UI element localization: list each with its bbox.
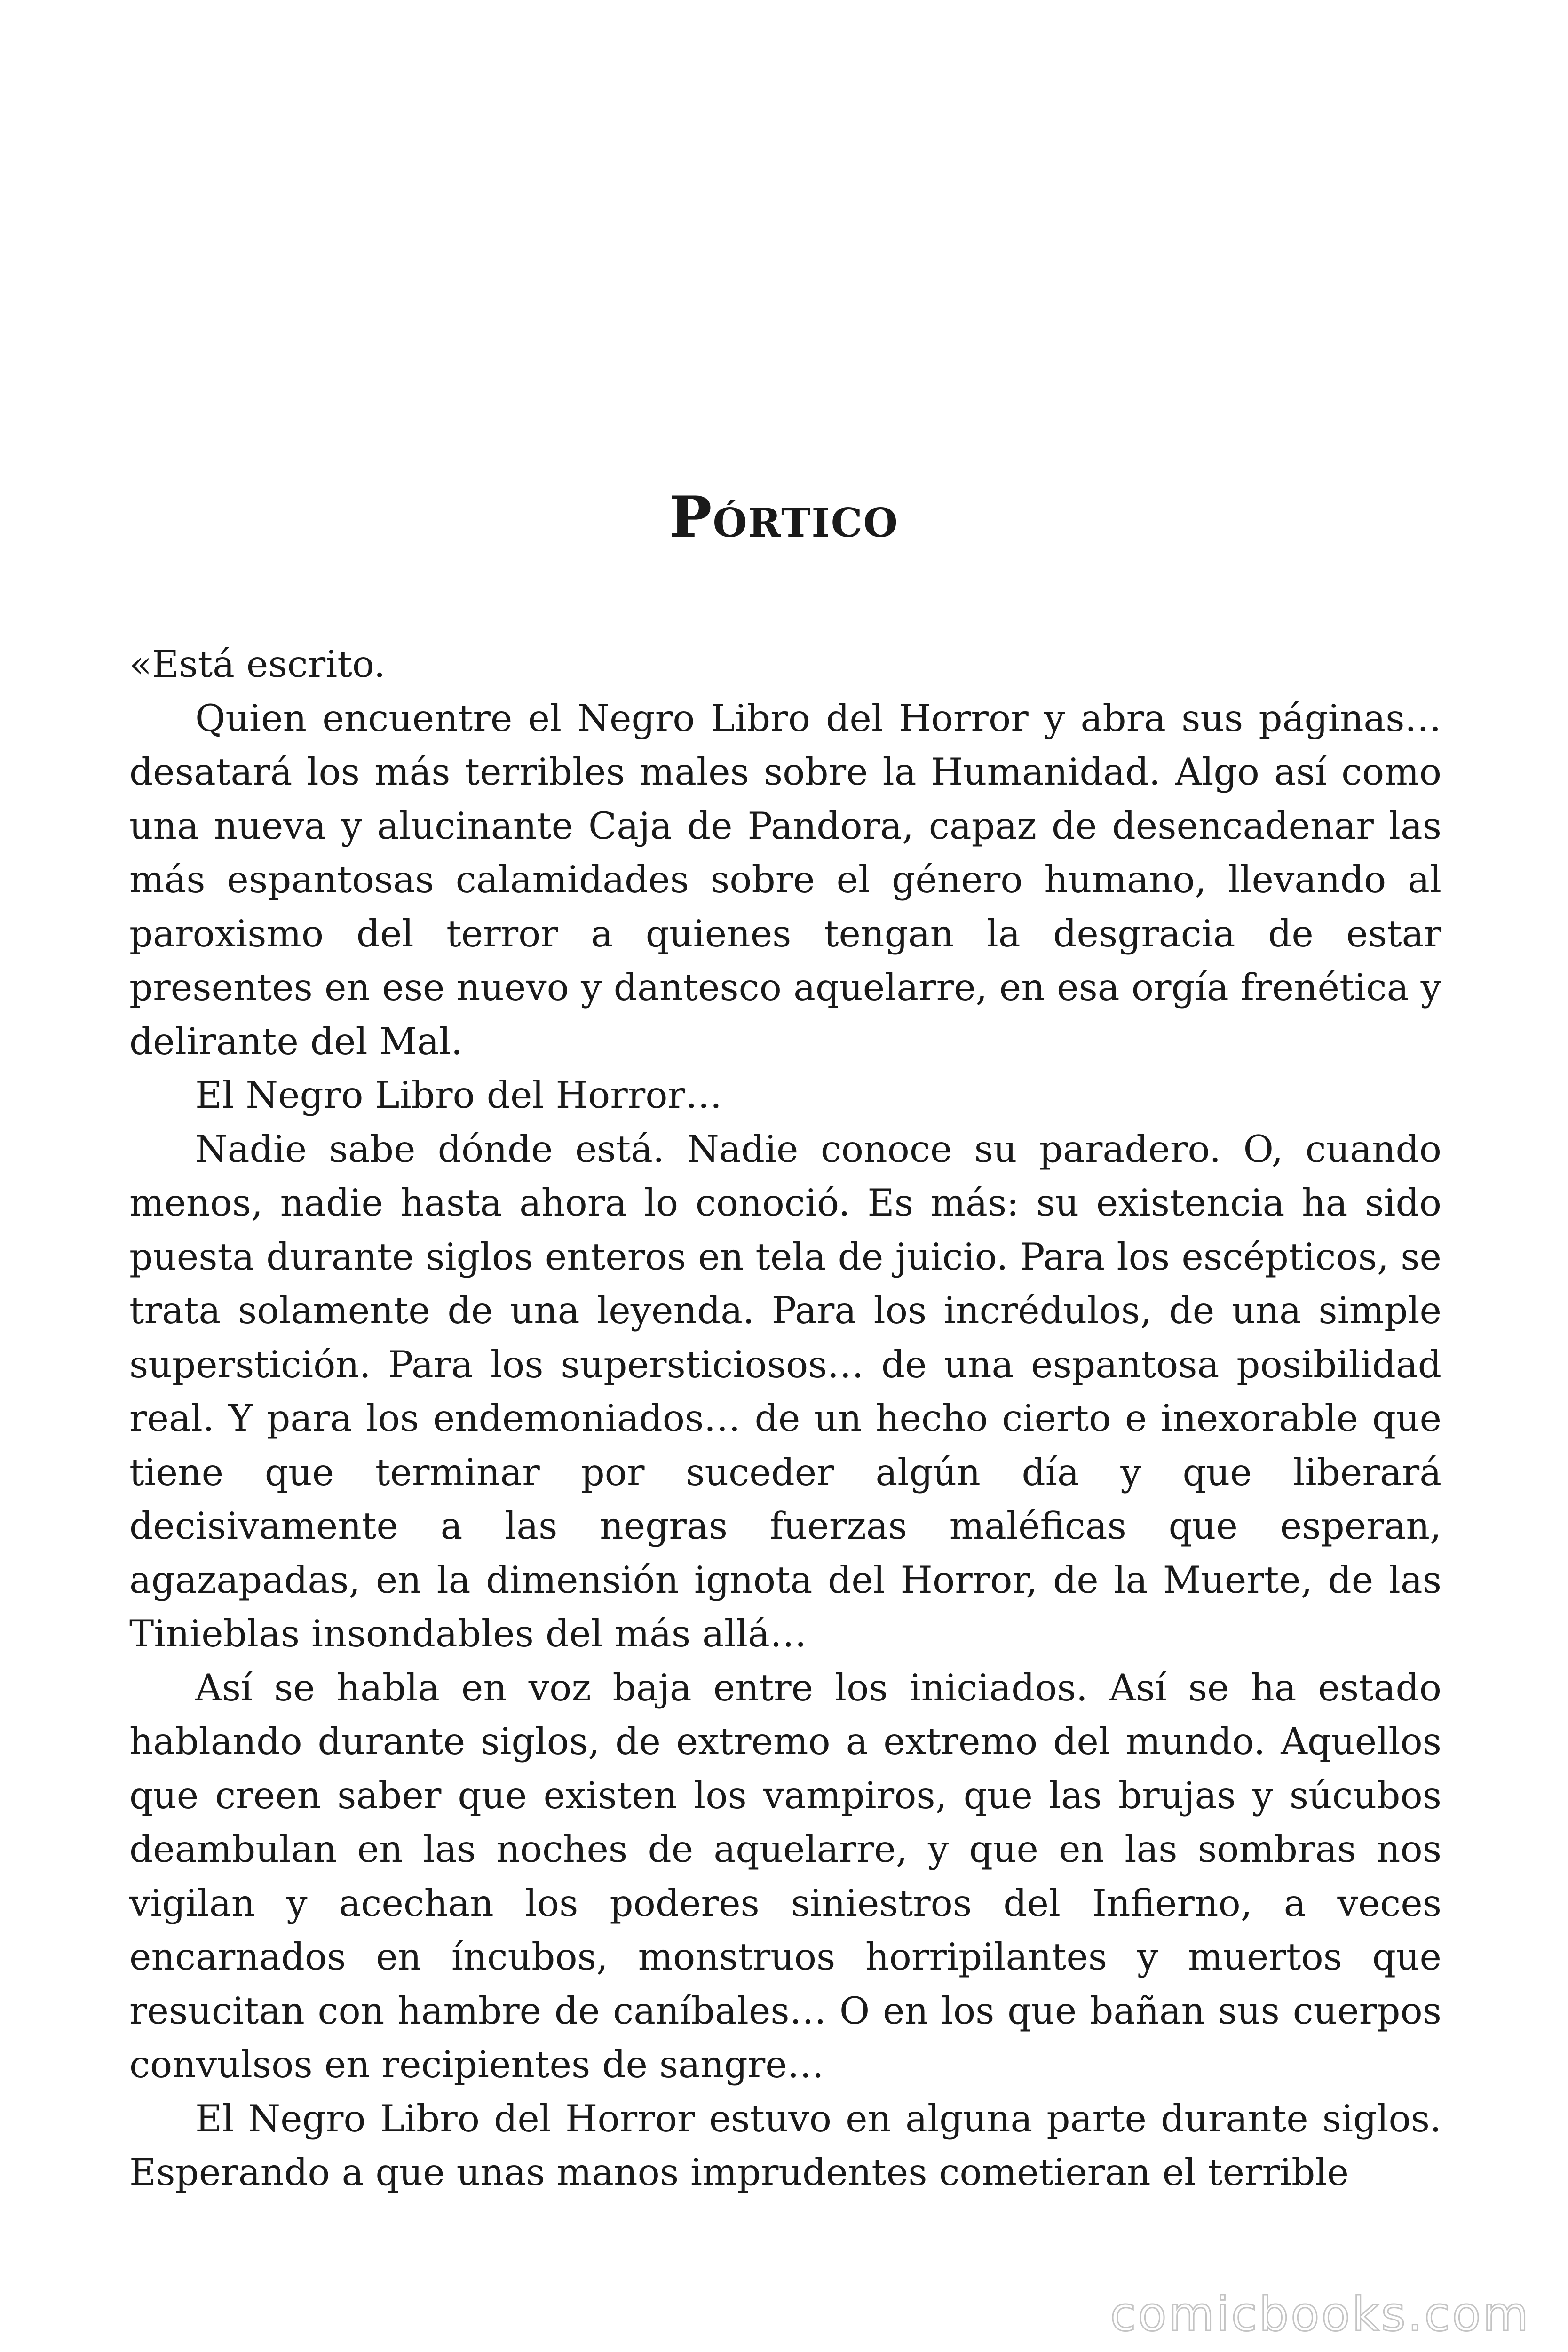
paragraph: El Negro Libro del Horror estuvo en alguna parte durante siglos. Esperando a que unas manos imprudentes cometieran el terrible bbox=[129, 2097, 1441, 2194]
paragraph: Así se habla en voz baja entre los iniciados. Así se ha estado hablando durante siglos, de extremo a extremo del mundo. Aquellos que creen saber que existen los vampiros, que las brujas y súcubos deambulan en las noches de aquelarre, y que en las sombras nos vigilan y acechan los poderes siniestros del Infierno, a veces encarnados en íncubos, monstruos horripilantes y muertos que resucitan con hambre de caníbales… O en los que bañan sus cuerpos convulsos en recipientes de sangre… bbox=[129, 1666, 1441, 2086]
paragraph: El Negro Libro del Horror… bbox=[195, 1073, 722, 1117]
chapter-body bbox=[129, 637, 1441, 2200]
paragraph: «Está escrito. bbox=[129, 643, 386, 686]
chapter-title: Pórtico bbox=[669, 484, 899, 551]
paragraph: Quien encuentre el Negro Libro del Horror y abra sus páginas… desatará los más terribles males sobre la Humanidad. Algo así como una nueva y alucinante Caja de Pandora, capaz de desencadenar las más espantosas calamidades sobre el género humano, llevando al paroxismo del terror a quienes tengan la desgracia de estar presentes en ese nuevo y dantesco aquelarre, en esa orgía frenética y delirante del Mal. bbox=[129, 696, 1441, 1063]
watermark: comicbooks.com bbox=[1110, 2287, 1530, 2342]
paragraph: Nadie sabe dónde está. Nadie conoce su paradero. O, cuando menos, nadie hasta ahora lo conoció. Es más: su existencia ha sido puesta durante siglos enteros en tela de juicio. Para los escépticos, se trata solamente de una leyenda. Para los incrédulos, de una simple superstición. Para los supersticiosos… de una espantosa posibilidad real. Y para los endemoniados… de un hecho cierto e inexorable que tiene que terminar por suceder algún día y que liberará decisivamente a las negras fuerzas maléficas que esperan, agazapadas, en la dimensión ignota del Horror, de la Muerte, de las Tinieblas insondables del más allá… bbox=[129, 1127, 1441, 1655]
